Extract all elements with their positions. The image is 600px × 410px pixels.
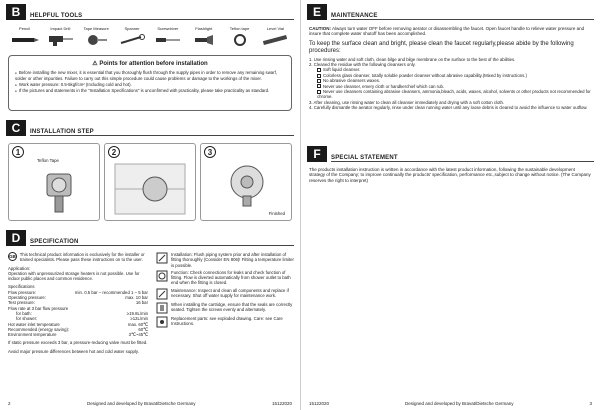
drill-icon — [45, 34, 75, 46]
step-label: Finished — [268, 210, 285, 216]
spec-row: for bath: ≥19.8L/min — [16, 310, 148, 316]
right-page — [300, 0, 600, 410]
caution-text: CAUTION: Always turn water OFF before removing aerator or disassembling the faucet. Open faucet handle to relieve water pressure and insure that complete water shutoff has been accomplished. — [309, 26, 585, 37]
section-f-header — [307, 148, 594, 162]
spec-row: Flow rate at 3 bar flow pressure — [8, 305, 69, 311]
tool-label: Level Vial — [266, 26, 285, 31]
function-icon — [156, 270, 168, 282]
tool-screwdriver — [151, 26, 184, 46]
spec-row: Recommended (energy saving): 60℃ — [8, 326, 148, 332]
tool-label: Teflon tape — [229, 26, 250, 31]
keep-clean-intro: To keep the surface clean and bright, please clean the faucet regularly,please abide by the following procedures: — [309, 40, 574, 54]
step-number: 1 — [12, 146, 24, 158]
wall-mount-icon — [105, 144, 196, 221]
spec-row: Hot water inlet temperature max. 60℃ — [8, 321, 148, 327]
footer-date: 15122020 — [271, 401, 292, 406]
section-e-title: MAINTENANCE — [331, 13, 378, 19]
tool-teflon-tape — [223, 26, 256, 46]
level-vial-icon — [260, 34, 290, 46]
teflon-tape-icon — [225, 34, 255, 46]
pencil-icon — [10, 34, 40, 46]
page-number: 3 — [589, 401, 592, 406]
footer-date: 15122020 — [309, 401, 330, 406]
static-pressure-note: If static pressure exceeds 3 bar, a pressure-reducing valve must be fitted. — [8, 340, 148, 346]
tools-row — [8, 26, 292, 46]
section-c-title: INSTALLATION STEP — [30, 129, 94, 135]
finished-outlet-icon — [201, 144, 292, 221]
spec-table — [8, 290, 148, 338]
spec-row: Test pressure: 16 bar — [8, 300, 148, 306]
installation-steps — [8, 143, 292, 221]
maintenance-step: 4. Carefully dismantle the aerator regularly, rinse under clean running water until any loose debris is cleared to avoid the influence to water outflow. — [309, 105, 588, 111]
screwdriver-icon — [153, 34, 183, 46]
section-c-letter: C — [6, 120, 26, 136]
caution-label: CAUTION: — [309, 26, 331, 31]
footer-designed: Designed and developed by Bravat/Dietsche Germany — [86, 401, 196, 406]
spanner-icon — [117, 34, 147, 46]
attention-box — [8, 55, 292, 111]
step-number: 2 — [108, 146, 120, 158]
installation-icon — [156, 252, 168, 264]
right-footer — [309, 401, 592, 406]
step-label: Teflon Tape — [37, 158, 59, 163]
install-step-3 — [200, 143, 292, 221]
application-title: Application: — [8, 265, 31, 271]
tool-label: Flashlight — [195, 26, 213, 31]
footer-designed: Designed and developed by Bravat/Dietsche Germany — [404, 401, 514, 406]
section-b-title: HELPFUL TOOLS — [30, 13, 83, 19]
pipe-fitting-icon — [9, 144, 100, 221]
checkbox-icon — [317, 68, 321, 72]
section-b-letter: B — [6, 4, 26, 20]
section-f-title: SPECIAL STATEMENT — [331, 155, 398, 161]
specification-right — [156, 252, 294, 330]
avoid-note: Avoid major pressure differences between hot and cold water supply. — [8, 348, 139, 354]
gb-badge: GB — [9, 254, 16, 259]
replacement-note: Replacement parts: see exploded drawing. Care: see Care Instructions. — [156, 316, 294, 328]
specification-left — [8, 252, 148, 354]
cleanser-item: Colorless glass cleanser, totally soluble powder cleanser without abrasive capability.(Mixed by instructions.) — [309, 73, 592, 78]
tool-label: Pencil — [19, 26, 30, 31]
checkbox-icon — [317, 79, 321, 83]
tool-drill — [44, 26, 77, 46]
tool-label: Impact Drill — [50, 26, 71, 31]
cleanser-item: Never use cleanser, emery cloth or handkerchief which can rub. — [309, 84, 592, 89]
install-step-1 — [8, 143, 100, 221]
spec-row: Flow pressure: min. 0.5 bar – recommended 1 – 5 bar — [8, 289, 148, 295]
checkbox-icon — [317, 90, 321, 94]
spec-intro: This technical product information is exclusively for the installer or trained specialists. Please pass these instructions on to the user. — [19, 252, 145, 263]
step-number: 3 — [204, 146, 216, 158]
tool-tape-measure — [80, 26, 113, 46]
attention-item: ● If the pictures and statements in the "Installation Specifications" is unconfirmed with practicality, please take practicality as standard. — [15, 88, 285, 94]
tool-level-vial — [259, 26, 292, 46]
maintenance-step: 1. Use rinsing water and soft cloth, clean bilge and bilge membrane on the surface to the best of the abilities. — [309, 56, 516, 62]
cleanser-item: Soft liquid cleanser. — [309, 67, 592, 72]
page-number: 2 — [8, 401, 11, 406]
replacement-icon — [156, 316, 168, 328]
cleanser-item: Never use cleansers containing abrasive cleansers, ammonia,bleach, acids, waxes, alcohol, solvents or other products not recommended for chrome. — [317, 89, 591, 100]
installation-note: Installation: Flush piping system prior and after installation of fitting thoroughly (Consider EN 806)! Fitting a temperature limiter is possible. — [156, 252, 294, 268]
section-b-header — [6, 6, 294, 20]
tool-spanner — [116, 26, 149, 46]
install-step-2 — [104, 143, 196, 221]
cartridge-icon — [156, 302, 168, 314]
maintenance-icon — [156, 288, 168, 300]
warning-icon: ⚠ — [92, 61, 98, 67]
maintenance-body — [309, 26, 592, 111]
spec-row: Operating pressure: max. 10 bar — [8, 295, 148, 301]
maintenance-step: 3. After cleaning, use rinsing water to clean all cleanser immediately and drying with a soft cotton cloth. — [309, 99, 505, 105]
tool-label: Screwdriver — [157, 26, 179, 31]
attention-title: ⚠ Points for attention before installation — [92, 61, 208, 67]
cleanser-item: No abrasive cleansers waxes. — [309, 78, 592, 83]
tool-label: Tape Measure — [83, 26, 109, 31]
tool-label: Spanner — [124, 26, 140, 31]
tool-flashlight — [187, 26, 220, 46]
spec-row: Environment temperature 3℃~45℃ — [8, 332, 148, 338]
section-d-letter: D — [6, 230, 26, 246]
section-c-header — [6, 122, 294, 136]
maintenance-note: Maintenance: Inspect and clean all components and replace if necessary. Shut off water supply for maintenance work. — [156, 288, 294, 300]
special-statement: The products installation instruction is written in accordance with the latest product information, following the sustainable development strategy of the Company; to improve continually the products' specification, performance etc.,subject to change without notice. (The Company reserves the right to interpret) — [309, 167, 591, 183]
spec-row: for shower: ≥12L/min — [16, 316, 148, 322]
flashlight-icon — [189, 34, 219, 46]
application-text: Operation with unpressurized storage heaters is not possible. Use for indoor public places and common residence. — [8, 270, 140, 282]
tape-measure-icon — [81, 34, 111, 46]
section-e-header — [307, 6, 594, 20]
attention-list — [15, 70, 285, 94]
attention-item: ● Before installing the new mixer, it is essential that you thoroughly flush through the supply pipes in order to remove any remaining swarf, solder or other impurities. Failure to carry out this simple procedure could cause problems or damage to the workings of the mixer. — [15, 70, 285, 82]
specifications-title: Specifications — [8, 284, 35, 290]
left-footer — [8, 401, 292, 406]
section-d-title: SPECIFICATION — [30, 239, 79, 245]
section-d-header — [6, 232, 294, 246]
tool-pencil — [8, 26, 41, 46]
attention-item: ● Work water pressure: 0.5-5kgf/cm² (Including cold and hot). — [15, 82, 285, 88]
checkbox-icon — [317, 74, 321, 78]
cartridge-note: When installing the cartridge, ensure that the seals are correctly seated. Tighten the screws evenly and alternately. — [156, 302, 294, 314]
function-note: Function: Check connections for leaks and check function of fitting. Flow is diverted automatically from shower outlet to bath end when the fitting is closed. — [156, 270, 294, 286]
checkbox-icon — [317, 84, 321, 88]
maintenance-step: 2. Cleaned the residue with the following cleansers only. — [309, 62, 416, 67]
maintenance-steps — [309, 57, 592, 111]
section-e-letter: E — [307, 4, 327, 20]
section-f-letter: F — [307, 146, 327, 162]
